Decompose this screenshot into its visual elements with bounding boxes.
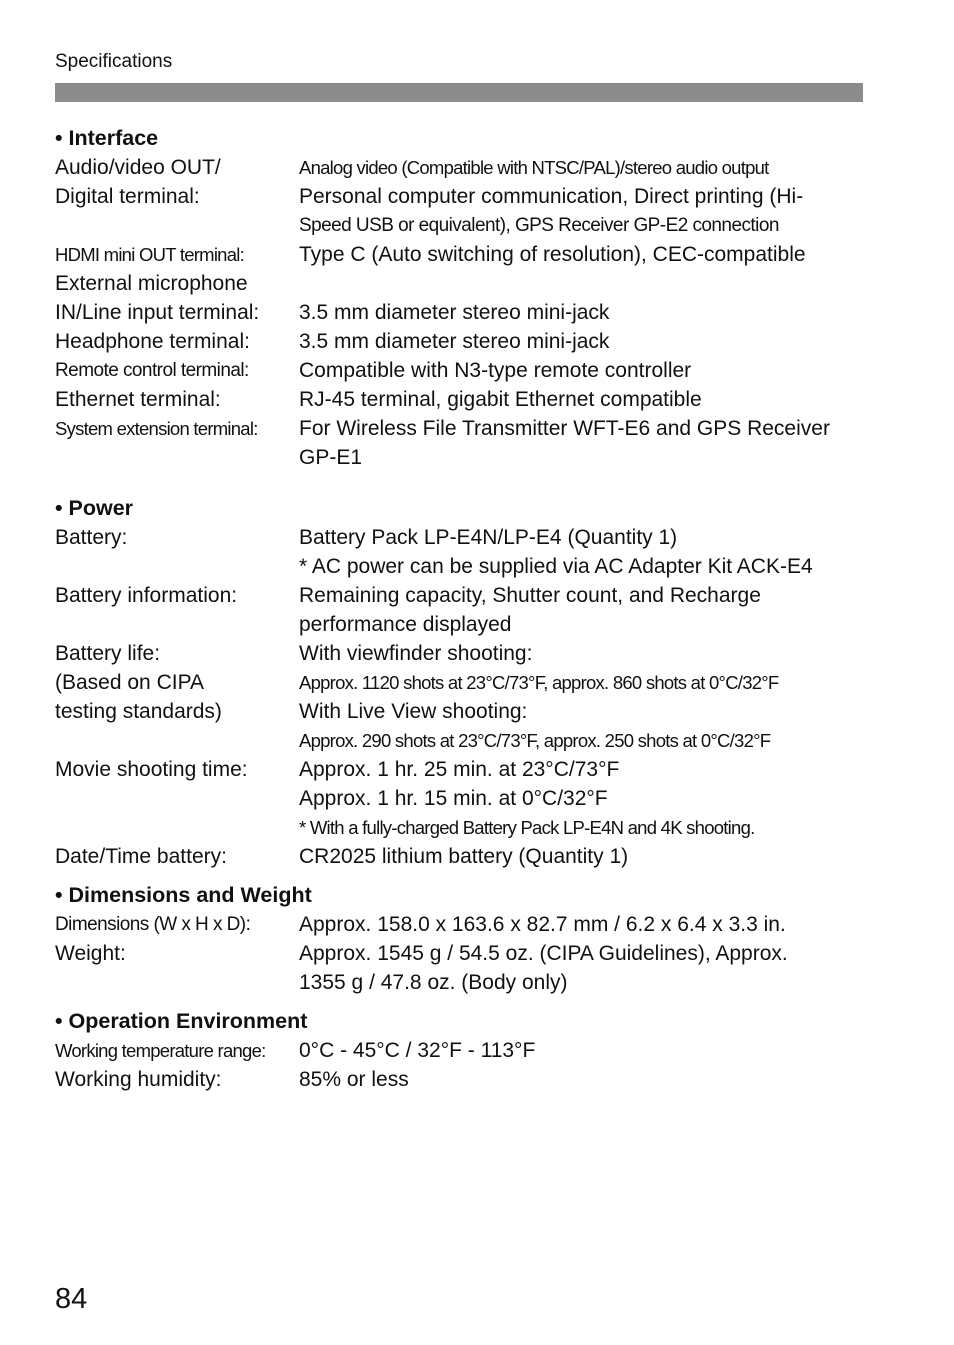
spec-row-movie-shooting-time <box>55 755 865 842</box>
spec-value: For Wireless File Transmitter WFT-E6 and GPS Receiver GP-E1 <box>299 417 830 469</box>
spec-row-remote-control <box>55 356 865 385</box>
spec-value: CR2025 lithium battery (Quantity 1) <box>299 845 629 868</box>
spec-row-battery-information <box>55 581 865 639</box>
page-number: 84 <box>55 1283 88 1315</box>
spec-value: Approx. 1 hr. 25 min. at 23°C/73°F Approx. 1 hr. 15 min. at 0°C/32°F * With a fully-charged Battery Pack LP-E4N and 4K shooting. <box>299 758 755 838</box>
spec-value: 3.5 mm diameter stereo mini-jack <box>299 301 610 324</box>
spec-value: Compatible with N3-type remote controller <box>299 359 692 382</box>
spec-row-audio-video-digital <box>55 153 865 240</box>
spec-value: RJ-45 terminal, gigabit Ethernet compatible <box>299 388 702 411</box>
spec-label: Working temperature range: <box>55 1040 266 1061</box>
spec-row-microphone <box>55 269 865 327</box>
spec-row-battery-life <box>55 639 865 755</box>
spec-row-ethernet <box>55 385 865 414</box>
spec-row-battery <box>55 523 865 581</box>
spec-value: Battery Pack LP-E4N/LP-E4 (Quantity 1) * AC power can be supplied via AC Adapter Kit ACK-E4 <box>299 526 813 578</box>
spec-label: Ethernet terminal: <box>55 388 221 411</box>
spec-label: Headphone terminal: <box>55 330 250 353</box>
spec-row-date-time-battery <box>55 842 865 871</box>
spec-value: Remaining capacity, Shutter count, and Recharge performance displayed <box>299 584 761 636</box>
spec-label: External microphone IN/Line input terminal: <box>55 272 260 324</box>
spec-row-hdmi <box>55 240 865 269</box>
spec-content <box>55 124 865 1104</box>
section-operation-environment <box>55 1007 865 1094</box>
spec-label: Remote control terminal: <box>55 360 249 381</box>
spec-row-working-temperature <box>55 1036 865 1065</box>
spec-label: Battery: <box>55 526 128 549</box>
running-header: Specifications <box>55 51 173 72</box>
spec-label: Battery life: (Based on CIPA testing standards) <box>55 642 222 723</box>
header-divider-bar <box>55 83 863 102</box>
section-title: • Interface <box>55 126 159 150</box>
spec-value: Analog video (Compatible with NTSC/PAL)/stereo audio output Personal computer communication, Direct printing (Hi- Speed USB or equivalent), GPS Receiver GP-E2 connection <box>299 157 804 236</box>
spec-label: Working humidity: <box>55 1068 222 1091</box>
section-title: • Power <box>55 496 134 520</box>
spec-row-weight <box>55 939 865 997</box>
section-title: • Operation Environment <box>55 1009 308 1033</box>
spec-value: Approx. 1545 g / 54.5 oz. (CIPA Guidelines), Approx. 1355 g / 47.8 oz. (Body only) <box>299 942 788 994</box>
spec-value: 0°C - 45°C / 32°F - 113°F <box>299 1039 536 1062</box>
spec-label: System extension terminal: <box>55 418 258 439</box>
spec-row-dimensions <box>55 910 865 939</box>
spec-value: 3.5 mm diameter stereo mini-jack <box>299 330 610 353</box>
spec-label: Battery information: <box>55 584 238 607</box>
spec-label: Movie shooting time: <box>55 758 248 781</box>
spec-value: Approx. 158.0 x 163.6 x 82.7 mm / 6.2 x 6.4 x 3.3 in. <box>299 913 786 936</box>
spec-row-working-humidity <box>55 1065 865 1094</box>
spec-value: 85% or less <box>299 1068 409 1091</box>
section-interface <box>55 124 865 472</box>
spec-value: With viewfinder shooting: Approx. 1120 shots at 23°C/73°F, approx. 860 shots at 0°C/32°F With Live View shooting: Approx. 290 shots at 23°C/73°F, approx. 250 shots at 0°C/32°F <box>299 642 779 751</box>
spec-row-headphone <box>55 327 865 356</box>
spec-label: Weight: <box>55 942 126 965</box>
spec-value: Type C (Auto switching of resolution), CEC-compatible <box>299 243 806 266</box>
spec-row-system-extension <box>55 414 865 472</box>
section-power <box>55 494 865 871</box>
section-title: • Dimensions and Weight <box>55 883 312 907</box>
spec-label: Audio/video OUT/ Digital terminal: <box>55 156 221 208</box>
spec-label: HDMI mini OUT terminal: <box>55 244 245 265</box>
section-dimensions-weight <box>55 881 865 997</box>
spec-label: Date/Time battery: <box>55 845 227 868</box>
spec-label: Dimensions (W x H x D): <box>55 914 251 935</box>
